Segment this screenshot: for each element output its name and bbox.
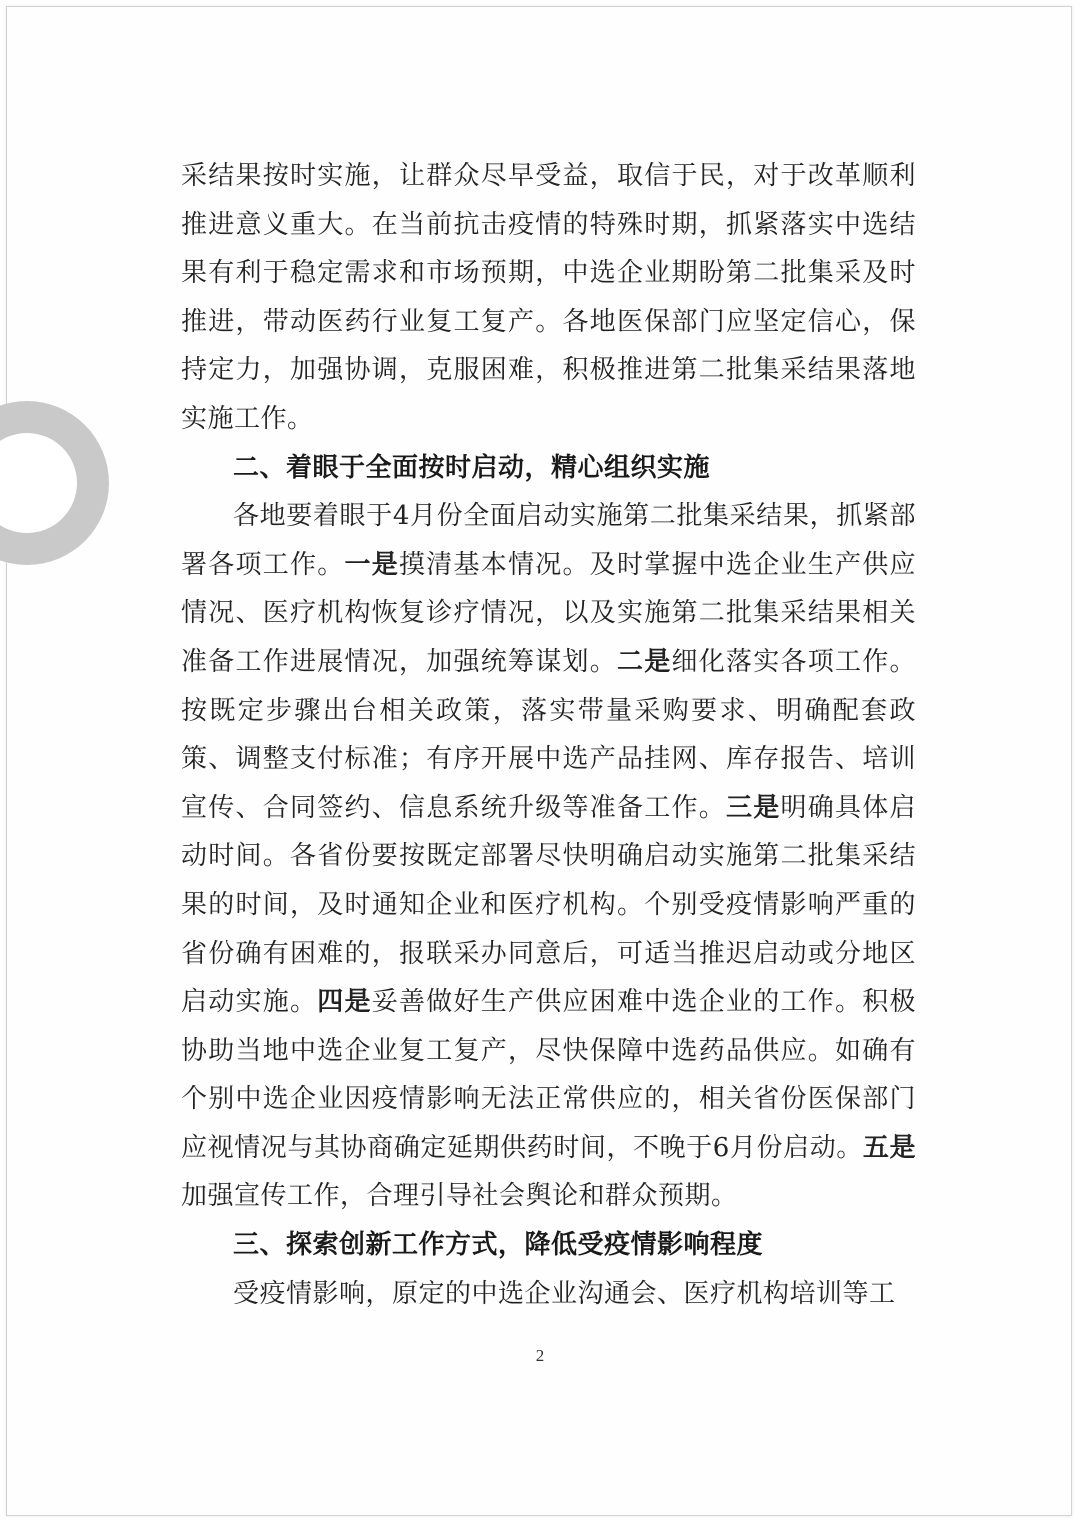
section-heading-3: 三、探索创新工作方式，降低受疫情影响程度 — [233, 1230, 764, 1261]
segment-text: 各地要着眼于4月份全面启动实施第二批集采结果，抓紧部署各项工作。 — [181, 501, 916, 580]
segment-bold-item-5: 五是 — [862, 1132, 916, 1163]
document-body — [181, 152, 916, 1318]
segment-bold-item-1: 一是 — [344, 549, 399, 580]
paragraph-section-2 — [181, 492, 916, 1221]
segment-bold-item-3: 三是 — [725, 792, 781, 823]
segment-bold-item-2: 二是 — [616, 646, 672, 677]
punch-hole-mark — [0, 401, 109, 565]
page-number: 2 — [535, 1346, 545, 1365]
segment-text: 摸清基本情况。及时掌握中选企业生产供应情况、医疗机构恢复诊疗情况，以及实施第二批集采结果相关准备工作进展情况，加强统筹谋划。 — [181, 549, 916, 677]
paragraph-continuation: 采结果按时实施，让群众尽早受益，取信于民，对于改革顺利推进意义重大。在当前抗击疫情的特殊时期，抓紧落实中选结果有利于稳定需求和市场预期，中选企业期盼第二批集采及时推进，带动医药行业复工复产。各地医保部门应坚定信心，保持定力，加强协调，克服困难，积极推进第二批集采结果落地实施工作。 — [181, 161, 916, 434]
paragraph-section-3-start: 受疫情影响，原定的中选企业沟通会、医疗机构培训等工 — [233, 1278, 896, 1309]
segment-text: 妥善做好生产供应困难中选企业的工作。积极协助当地中选企业复工复产，尽快保障中选药品供应。如确有个别中选企业因疫情影响无法正常供应的，相关省份医保部门应视情况与其协商确定延期供药时间，不晚于6月份启动。 — [181, 987, 916, 1163]
section-heading-2: 二、着眼于全面按时启动，精心组织实施 — [233, 452, 711, 483]
segment-bold-item-4: 四是 — [317, 987, 372, 1018]
segment-text: 细化落实各项工作。按既定步骤出台相关政策，落实带量采购要求、明确配套政策、调整支付标准；有序开展中选产品挂网、库存报告、培训宣传、合同签约、信息系统升级等准备工作。 — [181, 646, 916, 823]
segment-text: 明确具体启动时间。各省份要按既定部署尽快明确启动实施第二批集采结果的时间，及时通知企业和医疗机构。个别受疫情影响严重的省份确有困难的，报联采办同意后，可适当推迟启动或分地区启动实施。 — [181, 792, 916, 1018]
segment-text: 加强宣传工作，合理引导社会舆论和群众预期。 — [181, 1181, 738, 1212]
